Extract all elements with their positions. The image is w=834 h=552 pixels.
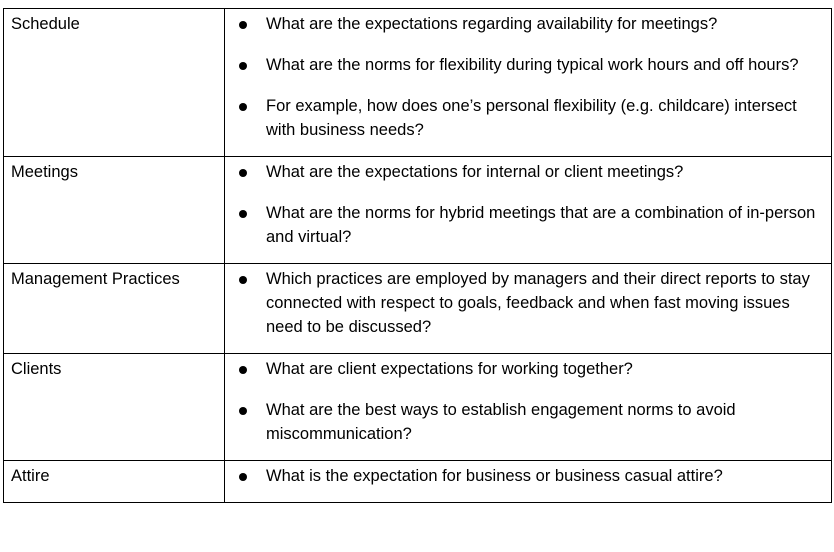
category-cell: Schedule [4,9,225,157]
question-text: What are the norms for flexibility during typical work hours and off hours? [266,56,799,74]
question-list [235,464,821,488]
bullet-icon [239,103,247,111]
table-row [4,157,832,264]
bullet-icon [239,62,247,70]
question-list [235,12,821,142]
questions-cell [225,461,832,503]
category-cell: Meetings [4,157,225,264]
category-cell: Management Practices [4,264,225,354]
table-row [4,354,832,461]
question-text: For example, how does one’s personal flexibility (e.g. childcare) intersect with business needs? [266,97,797,139]
list-item [235,94,821,142]
norms-table [3,8,832,503]
table-row [4,9,832,157]
list-item [235,267,821,339]
questions-cell [225,264,832,354]
question-list [235,160,821,249]
list-item [235,201,821,249]
questions-cell [225,9,832,157]
list-item [235,12,821,36]
list-item [235,398,821,446]
table-row [4,461,832,503]
list-item [235,357,821,381]
category-cell: Clients [4,354,225,461]
question-text: Which practices are employed by managers and their direct reports to stay connected with respect to goals, feedback and when fast moving issues need to be discussed? [266,270,810,336]
question-text: What are the best ways to establish engagement norms to avoid miscommunication? [266,401,736,443]
question-text: What are the expectations for internal or client meetings? [266,163,684,181]
list-item [235,53,821,77]
bullet-icon [239,473,247,481]
bullet-icon [239,407,247,415]
questions-cell [225,157,832,264]
list-item [235,464,821,488]
question-list [235,357,821,446]
question-text: What is the expectation for business or business casual attire? [266,467,723,485]
table-row [4,264,832,354]
bullet-icon [239,210,247,218]
question-text: What are the expectations regarding availability for meetings? [266,15,718,33]
question-text: What are client expectations for working together? [266,360,633,378]
bullet-icon [239,21,247,29]
bullet-icon [239,169,247,177]
bullet-icon [239,276,247,284]
category-cell: Attire [4,461,225,503]
list-item [235,160,821,184]
question-list [235,267,821,339]
questions-cell [225,354,832,461]
bullet-icon [239,366,247,374]
question-text: What are the norms for hybrid meetings that are a combination of in-person and virtual? [266,204,816,246]
